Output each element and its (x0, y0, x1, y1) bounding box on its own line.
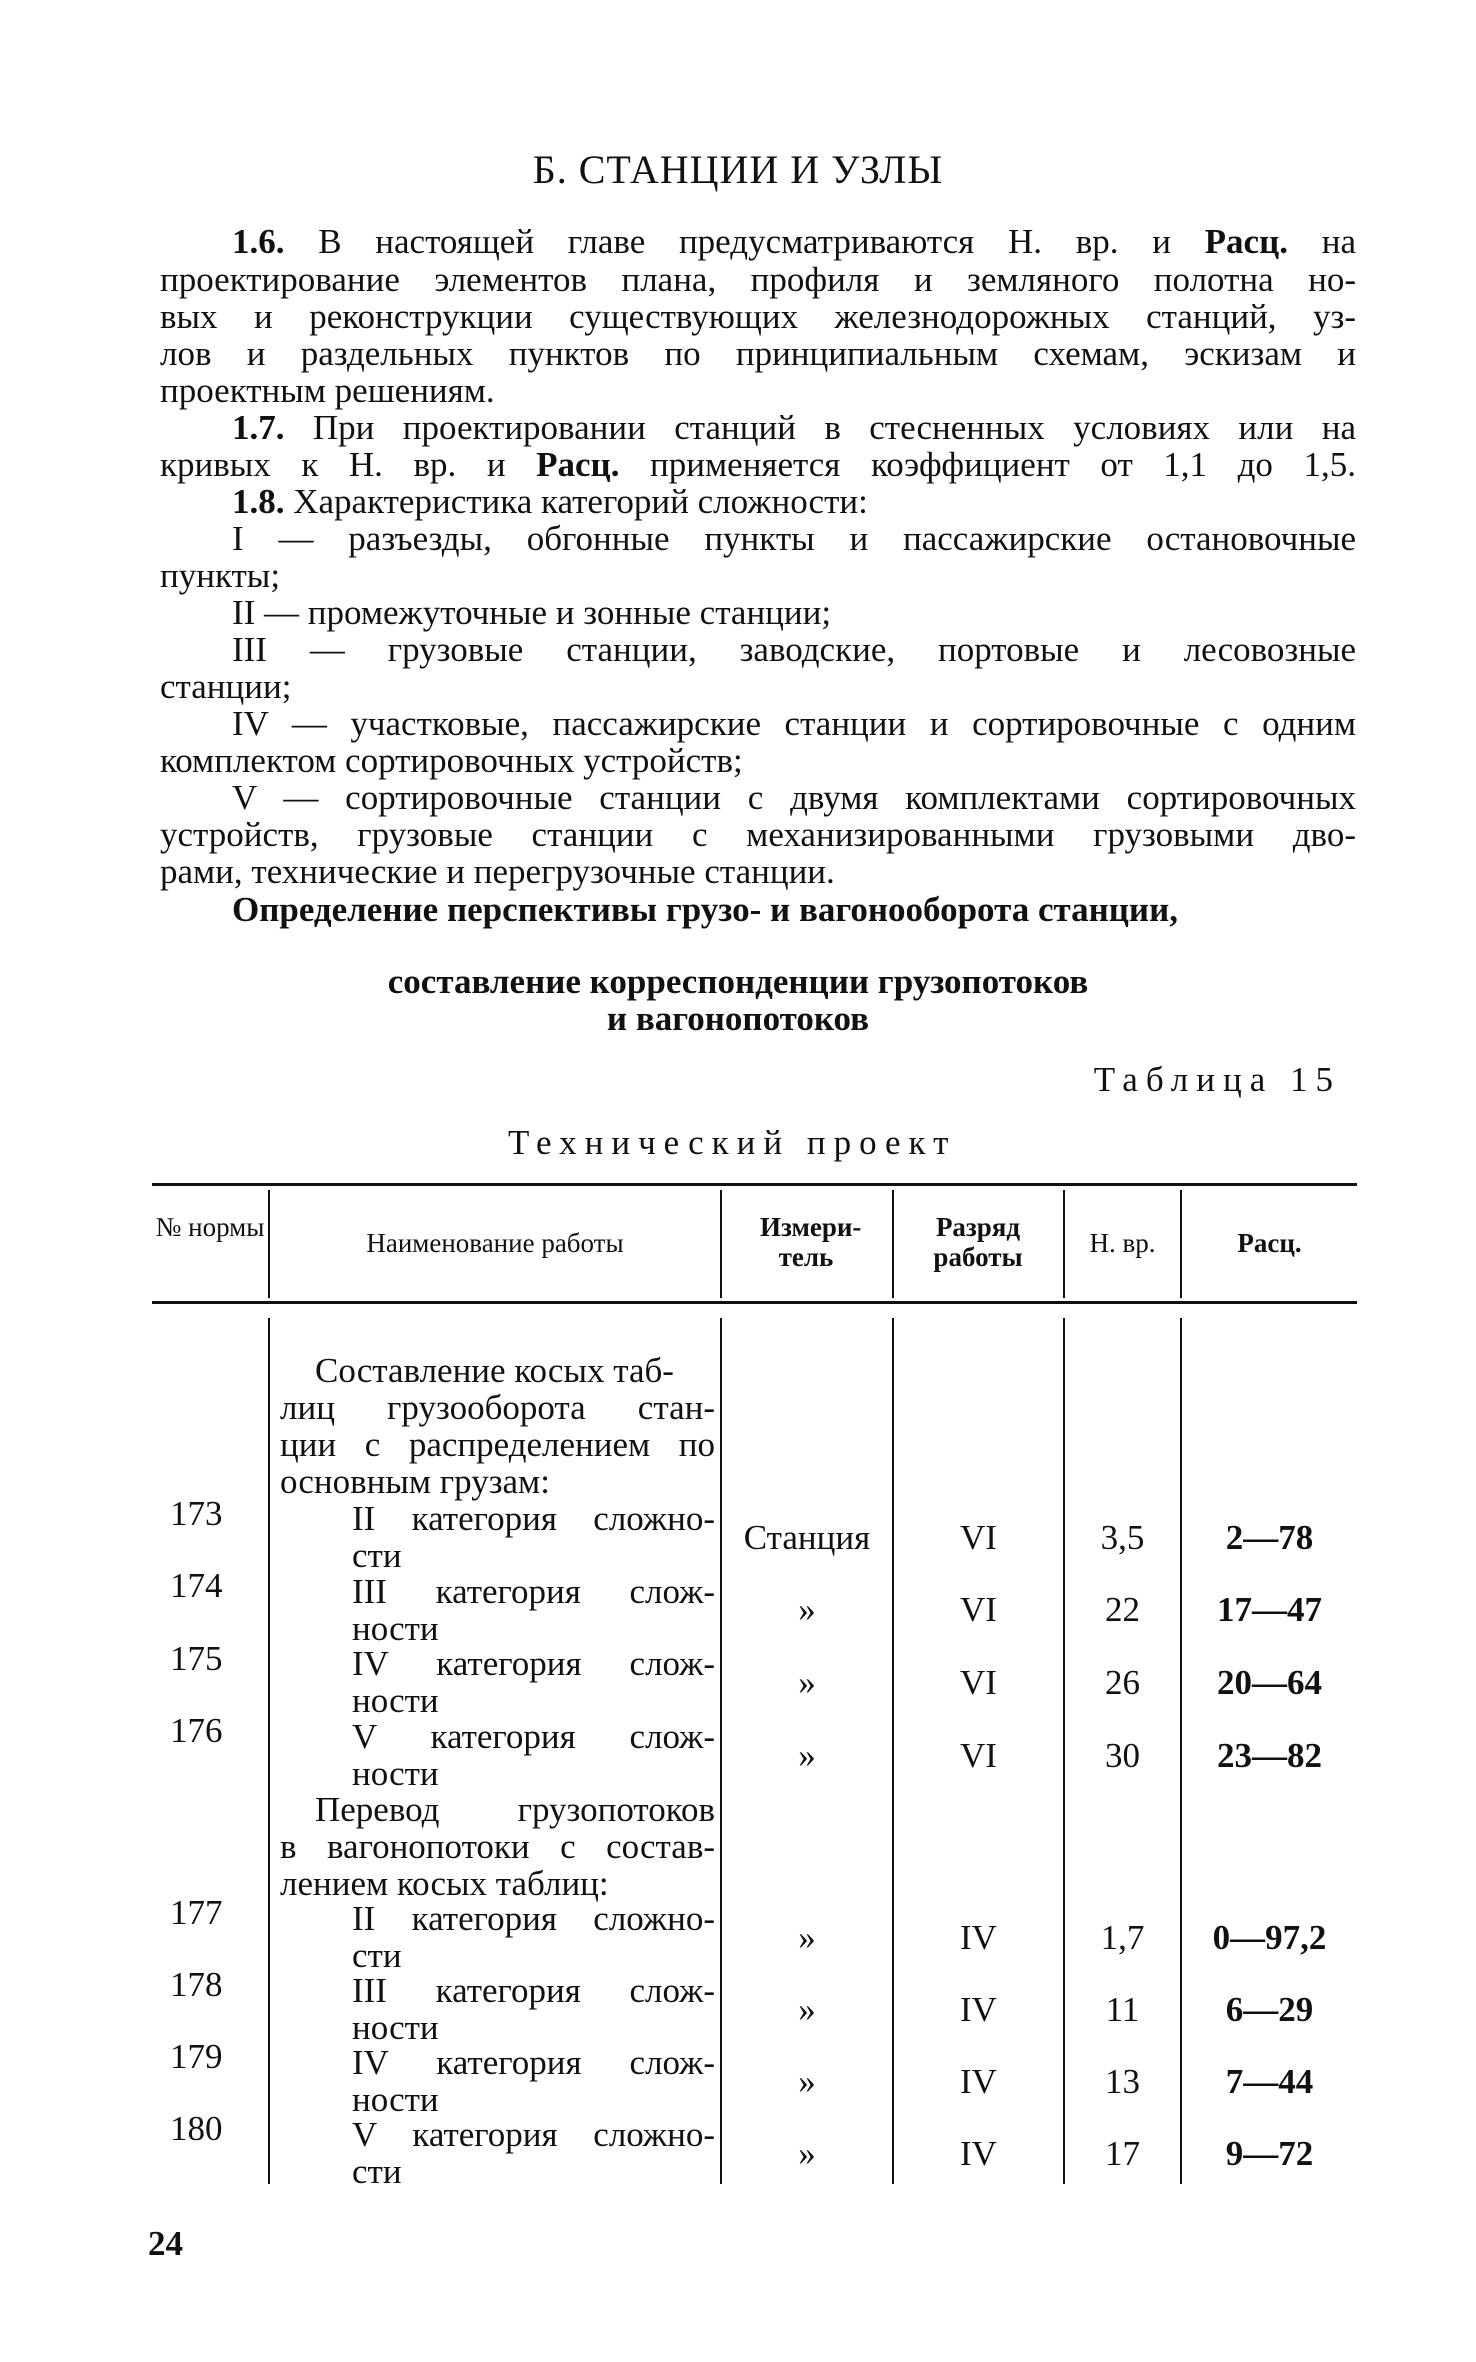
row-173-unit: Станция (743, 1518, 871, 1557)
para-text: на (1288, 222, 1357, 261)
row-176-grade: VI (960, 1736, 997, 1775)
row-173-norm: 173 (170, 1494, 223, 1533)
row-175-hours: 26 (1105, 1663, 1140, 1702)
row-179-rate: 7—44 (1225, 2062, 1314, 2101)
header-name: Наименование работы (366, 1228, 624, 1258)
para-1-6-line-1 (232, 224, 1356, 260)
row-173-name-1: II категория сложно- (352, 1499, 715, 1538)
row-178-norm: 178 (170, 1965, 223, 2004)
para-1-6-line-3: вых и реконструкции существующих железнодорожных станций, уз- (160, 297, 1356, 336)
row-178-hours: 11 (1105, 1990, 1140, 2029)
row-175-grade: VI (960, 1663, 997, 1702)
para-number: 1.6. (232, 222, 285, 261)
subtitle-line-2: составление корреспонденции грузопотоков (387, 962, 1089, 1001)
para-1-6-line-2: проектирование элементов плана, профиля и земляного полотна но- (160, 260, 1356, 299)
row-180-name-1: V категория сложно- (352, 2115, 715, 2154)
para-1-6-line-5: проектным решениям. (160, 371, 495, 410)
row-175-unit: » (798, 1663, 816, 1702)
row-176-name-2: ности (352, 1754, 439, 1793)
row-176-name-1: V категория слож- (352, 1717, 715, 1756)
row-178-grade: IV (960, 1990, 997, 2029)
row-173-hours: 3,5 (1100, 1518, 1145, 1557)
row-179-norm: 179 (170, 2037, 223, 2076)
row-177-norm: 177 (170, 1893, 223, 1932)
category-2: II — промежуточные и зонные станции; (232, 593, 832, 632)
para-number: 1.8. (232, 482, 285, 521)
header-divider-2 (720, 1190, 722, 1298)
category-5-line-1: V — сортировочные станции с двумя комплектами сортировочных (232, 778, 1356, 817)
row-175-rate: 20—64 (1217, 1663, 1322, 1702)
category-5-line-3: рами, технические и перегрузочные станции. (160, 852, 835, 891)
group-1-line-2: лиц грузооборота стан- (280, 1388, 715, 1427)
header-unit: Измери- тель (760, 1212, 862, 1272)
para-bold: Расц. (536, 445, 620, 484)
group-2-line-3: лением косых таблиц: (280, 1864, 609, 1903)
row-179-unit: » (798, 2062, 816, 2101)
category-3-line-2: станции; (160, 667, 292, 706)
row-174-rate: 17—47 (1217, 1590, 1322, 1629)
row-177-grade: IV (960, 1918, 997, 1957)
row-180-grade: IV (960, 2134, 997, 2173)
para-1-7-line-1 (232, 410, 1356, 446)
row-178-name-2: ности (352, 2008, 439, 2047)
row-178-unit: » (798, 1990, 816, 2029)
para-text: В настоящей главе предусматриваются Н. вр. и (284, 222, 1205, 261)
row-174-hours: 22 (1105, 1590, 1140, 1629)
row-173-name-2: сти (352, 1536, 402, 1575)
row-176-norm: 176 (170, 1711, 223, 1750)
group-2-line-2: в вагонопотоки с состав- (280, 1827, 715, 1866)
table-header-rule (152, 1301, 1357, 1304)
row-177-unit: » (798, 1918, 816, 1957)
para-bold: Расц. (1204, 222, 1289, 261)
row-177-name-2: сти (352, 1936, 402, 1975)
row-174-unit: » (798, 1590, 816, 1629)
header-rate: Расц. (1237, 1228, 1302, 1258)
table-label: Таблица 15 (1093, 1060, 1341, 1099)
row-180-hours: 17 (1105, 2134, 1140, 2173)
para-number: 1.7. (232, 408, 285, 447)
row-175-name-1: IV категория слож- (352, 1644, 715, 1683)
project-label: Технический проект (508, 1123, 957, 1162)
para-text: кривых к Н. вр. и (160, 445, 537, 484)
body-divider-1 (268, 1318, 270, 2184)
group-1-line-1: Составление косых таб- (315, 1351, 674, 1390)
row-180-norm: 180 (170, 2109, 223, 2148)
header-hours: Н. вр. (1089, 1228, 1156, 1258)
row-174-name-1: III категория слож- (352, 1572, 715, 1611)
page-number: 24 (148, 2224, 183, 2263)
row-177-hours: 1,7 (1100, 1918, 1145, 1957)
subtitle-line-1: Определение перспективы грузо- и вагонооборота станции, (232, 890, 1179, 929)
group-1-line-3: ции с распределением по (280, 1425, 715, 1464)
group-1-line-4: основным грузам: (280, 1462, 550, 1501)
para-text: Характеристика категорий сложности: (284, 482, 868, 521)
row-173-grade: VI (960, 1518, 997, 1557)
row-175-norm: 175 (170, 1639, 223, 1678)
subtitle-line-3: и вагонопотоков (606, 999, 870, 1038)
category-5-line-2: устройств, грузовые станции с механизированными грузовыми дво- (160, 815, 1356, 854)
row-174-grade: VI (960, 1590, 997, 1629)
row-178-rate: 6—29 (1225, 1990, 1314, 2029)
row-177-name-1: II категория сложно- (352, 1899, 715, 1938)
para-text: применяется коэффициент от 1,1 до 1,5. (619, 445, 1356, 484)
category-3-line-1: III — грузовые станции, заводские, портовые и лесовозные (232, 630, 1356, 669)
row-179-hours: 13 (1105, 2062, 1140, 2101)
group-2-line-1: Перевод грузопотоков (315, 1790, 715, 1829)
row-176-hours: 30 (1105, 1736, 1140, 1775)
para-1-8 (232, 484, 868, 520)
para-1-6-line-4: лов и раздельных пунктов по принципиальным схемам, эскизам и (160, 334, 1356, 373)
category-4-line-1: IV — участковые, пассажирские станции и сортировочные с одним (232, 704, 1356, 743)
header-divider-3 (892, 1190, 894, 1298)
header-norm: № нормы (155, 1212, 265, 1242)
row-175-name-2: ности (352, 1681, 439, 1720)
row-176-rate: 23—82 (1217, 1736, 1322, 1775)
row-180-rate: 9—72 (1225, 2134, 1314, 2173)
para-1-7-line-2 (160, 447, 1356, 483)
row-179-name-1: IV категория слож- (352, 2043, 715, 2082)
row-179-grade: IV (960, 2062, 997, 2101)
row-173-rate: 2—78 (1225, 1518, 1314, 1557)
row-174-norm: 174 (170, 1566, 223, 1605)
category-4-line-2: комплектом сортировочных устройств; (160, 741, 743, 780)
row-179-name-2: ности (352, 2080, 439, 2119)
row-180-unit: » (798, 2134, 816, 2173)
row-174-name-2: ности (352, 1609, 439, 1648)
category-1-line-1: I — разъезды, обгонные пункты и пассажирские остановочные (232, 519, 1356, 558)
row-176-unit: » (798, 1736, 816, 1775)
header-grade: Разряд работы (933, 1212, 1023, 1272)
para-text: При проектировании станций в стесненных условиях или на (284, 408, 1356, 447)
section-title: Б. СТАНЦИИ И УЗЛЫ (532, 147, 944, 192)
row-178-name-1: III категория слож- (352, 1971, 715, 2010)
row-180-name-2: сти (352, 2152, 402, 2191)
row-177-rate: 0—97,2 (1212, 1918, 1327, 1957)
category-1-line-2: пункты; (160, 556, 281, 595)
table-top-rule (152, 1183, 1357, 1186)
